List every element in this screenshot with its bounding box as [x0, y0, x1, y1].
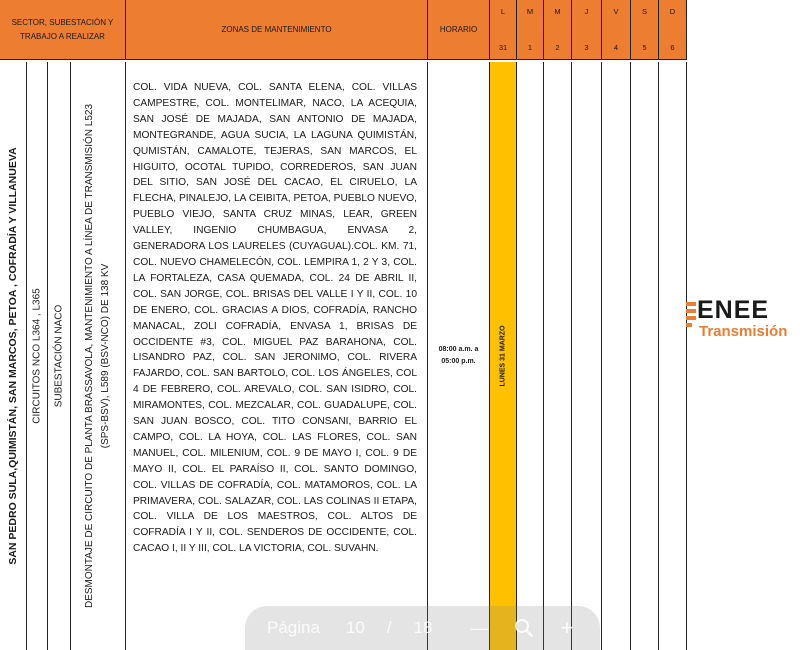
- page-separator: /: [386, 618, 392, 637]
- day-letter: V: [613, 7, 619, 16]
- day-letter: S: [641, 7, 647, 16]
- header-day-3: [572, 0, 602, 60]
- logo-bar: [686, 323, 692, 327]
- day-date: 6: [670, 43, 675, 52]
- day-date: 2: [555, 43, 560, 52]
- header-zones-label: ZONAS DE MANTENIMIENTO: [221, 25, 332, 34]
- logo-subtitle: Transmisión: [699, 323, 788, 340]
- day-cell: [659, 62, 687, 650]
- horario-start: 08:00 a.m. a: [438, 346, 479, 353]
- header-day-1: [517, 0, 544, 60]
- day-letter: M: [526, 7, 534, 16]
- zoom-out-button[interactable]: —: [470, 617, 489, 638]
- header-day-6: [659, 0, 687, 60]
- day-letter: M: [554, 7, 561, 16]
- day-date: 5: [642, 43, 647, 52]
- magnifier-icon-svg: [513, 617, 535, 639]
- header-sector-label: SECTOR, SUBESTACIÓN Y TRABAJO A REALIZAR: [11, 17, 114, 41]
- day-cell: [572, 62, 602, 650]
- sector-text: SAN PEDRO SULA,QUIMISTÁN, SAN MARCOS, PETOA , COFRADÍA Y VILLANUEVA: [7, 147, 19, 565]
- work-text-line-2: (SPS-BSV), L589 (BSV-NCO) DE 138 KV: [100, 263, 111, 449]
- header-day-2: [544, 0, 572, 60]
- horario-text: [432, 344, 485, 368]
- magnifier-icon[interactable]: [513, 617, 535, 639]
- enee-transmision-logo: [685, 298, 800, 344]
- day-letter: D: [669, 7, 676, 16]
- day-cell: [602, 62, 631, 650]
- day-cell: [631, 62, 659, 650]
- pdf-page-toolbar: [245, 606, 600, 650]
- day-date: 31: [498, 43, 508, 52]
- logo-word: ENEE: [697, 296, 770, 324]
- circuits-text: CIRCUITOS NCO L364 , L365: [31, 288, 43, 424]
- day-cell-active: [490, 62, 517, 650]
- day-cell: [544, 62, 572, 650]
- logo-bar: [686, 316, 696, 320]
- header-sector: [0, 0, 126, 60]
- substation-text: SUBESTACIÓN NACO: [53, 304, 65, 408]
- day-date: 3: [584, 43, 589, 52]
- header-zones: [126, 0, 428, 60]
- logo-bar: [686, 309, 696, 313]
- page-label: Página: [267, 618, 320, 637]
- zoom-in-button[interactable]: +: [560, 615, 574, 640]
- active-day-text: LUNES 31 MARZO: [499, 325, 507, 387]
- total-pages: 18: [413, 618, 433, 637]
- zones-cell: [126, 62, 428, 650]
- day-date: 4: [613, 43, 619, 52]
- header-horario-label: HORARIO: [439, 25, 478, 34]
- day-cell: [517, 62, 544, 650]
- day-letter: L: [500, 7, 506, 16]
- horario-end: 05:00 p.m.: [441, 358, 476, 365]
- header-day-4: [602, 0, 631, 60]
- day-letter: J: [584, 7, 589, 16]
- work-text: [82, 104, 114, 608]
- circuits-cell: [27, 62, 48, 650]
- header-day-5: [631, 0, 659, 60]
- day-date: 1: [527, 43, 533, 52]
- logo-bar: [686, 302, 696, 306]
- header-horario: [428, 0, 490, 60]
- current-page-input[interactable]: 10: [345, 618, 365, 637]
- work-text-line-1: DESMONTAJE DE CIRCUITO DE PLANTA BRASSAVOLA, MANTENIMIENTO A LÍNEA DE TRANSMISIÓN L523: [84, 103, 95, 609]
- zones-text: COL. VIDA NUEVA, COL. SANTA ELENA, COL. VILLAS CAMPESTRE, COL. MONTELIMAR, NACO, LA ACEQUIA, SAN JOSÉ DE MAJADA, SAN ANTONIO DE MAJADA, MONTEGRANDE, AGUA SUCIA, LA LAGUNA QUIMISTÁN, QUMISTÁN, CAMALOTE, TEJERAS, SAN MARCOS, EL HIGUITO, OCOTAL TUPIDO, CORREDEROS, SAN JUAN DEL SITIO, SAN JOSÉ DEL CACAO, EL CIRUELO, LA FLECHA, PINALEJO, LA CEIBITA, PETOA, PUEBLO NUEVO, PUEBLO VIEJO, SANTA CRUZ MINAS, LEAR, GREEN VALLEY, INGENIO CHUMBAGUA, ENVASA 2, GENERADORA LOS LAURELES (CUYAGUAL).COL. KM. 71, COL. NUEVO CHAMELECÓN, COL. LEMPIRA 1, 2 Y 3, COL. LA FORTALEZA, CASA QUEMADA, COL. 24 DE ABRIL II, COL. SAN JORGE, COL. BRISAS DEL VALLE I Y II, COL. 10 DE ENERO, COL. GRACIAS A DIOS, COFRADÍA, RANCHO MANACAL, ZOLI COFRADÍA, ENVASA 1, BRISAS DE OCCIDENTE #3, COL. MIGUEL PAZ BARAHONA, COL. LISANDRO PAZ, COL. SAN JERONIMO, COL. RIVERA FAJARDO, COL. SAN BARTOLO, COL. LOS ÁNGELES, COL 4 DE FEBRERO, COL. AREVALO, COL. SAN ISIDRO, COL. MIRAMONTES, COL. MEZCALAR, COL. GUADALUPE, COL. SAN JUAN BOSCO, COL. TITO CONSANI, BARRIO EL CAMPO, COL. LA HOYA, COL. LAS FLORES, COL. SAN MANUEL, COL. MILENIUM, COL. 9 DE MAYO I, COL. 9 DE MAYO II, COL. EL PARAÍSO II, COL. SANTO DOMINGO, COL. VILLAS DE COFRADÍA, COL. MATAMOROS, COL. LA PRIMAVERA, COL. SALAZAR, COL. LAS COLINAS II ETAPA, COL. VILLA DE LOS MAESTROS, COL. ALTOS DE COFRADÍA I Y II, COL. SENDEROS DE OCCIDENTE, COL. CACAO I, II Y III, COL. LA VICTORIA, COL. SUVAHN.: [133, 82, 417, 555]
- work-cell: [71, 62, 126, 650]
- header-day-0: [490, 0, 517, 60]
- sector-cell: [0, 62, 27, 650]
- substation-cell: [48, 62, 71, 650]
- horario-cell: [428, 62, 490, 650]
